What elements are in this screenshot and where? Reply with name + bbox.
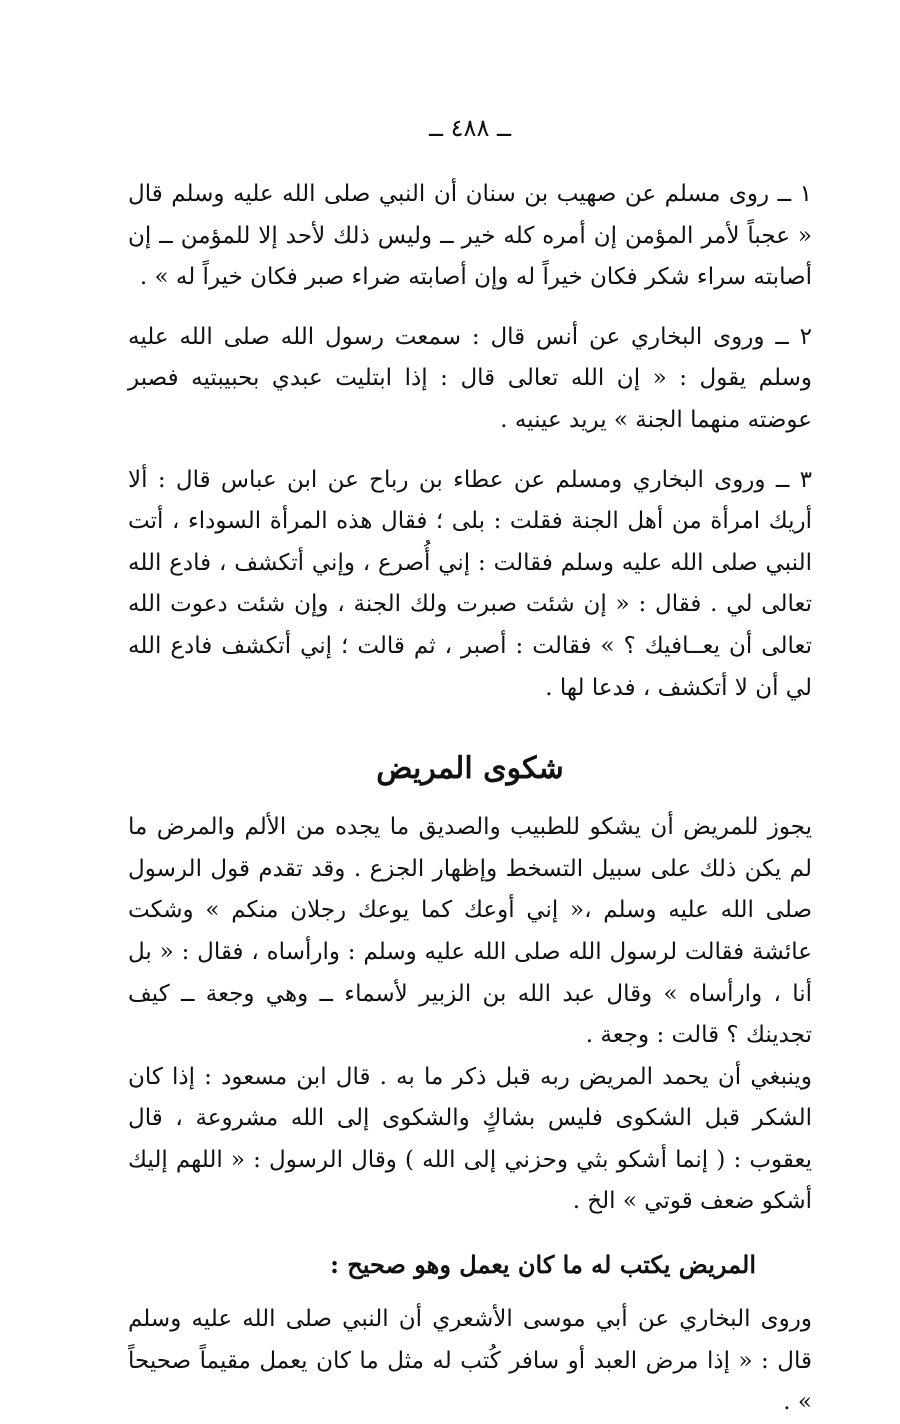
hadith-paragraph-3: ٣ ــ وروى البخاري ومسلم عن عطاء بن رباح عن ابن عباس قال : ألا أريك امرأة من أهل الجنة فقلت : بلى ؛ فقال هذه المرأة السوداء ، أتت النبي صلى الله عليه وسلم فقالت : إني أُصرع ، وإني أتكشف ، فادع الله تعالى لي . فقال : « إن شئت صبرت ولك الجنة ، وإن شئت دعوت الله تعالى أن يعــافيك ؟ » فقالت : أصبر ، ثم قالت ؛ إني أتكشف فادع الله لي أن لا أتكشف ، فدعا لها . <box>128 466 812 701</box>
hadith-paragraph-1: ١ ــ روى مسلم عن صهيب بن سنان أن النبي صلى الله عليه وسلم قال « عجباً لأمر المؤمن إن أمره كله خير ــ وليس ذلك لأحد إلا للمؤمن ــ إن أصابته سراء شكر فكان خيراً له وإن أصابته ضراء صبر فكان خيراً له » . <box>128 181 812 291</box>
page-number: ــ ٤٨٨ ــ <box>428 114 512 142</box>
closing-paragraph: وروى البخاري عن أبي موسى الأشعري أن النبي صلى الله عليه وسلم قال : « إذا مرض العبد أو سافر كُتب له مثل ما كان يعمل مقيماً صحيحاً » . <box>128 1306 812 1416</box>
subheading: المريض يكتب له ما كان يعمل وهو صحيح : <box>330 1250 756 1280</box>
section-paragraph-1: يجوز للمريض أن يشكو للطبيب والصديق ما يجده من الألم والمرض ما لم يكن ذلك على سبيل التسخط وإظهار الجزع . وقد تقدم قول الرسول صلى الله عليه وسلم ،« إني أوعك كما يوعك رجلان منكم » وشكت عائشة فقالت لرسول الله صلى الله عليه وسلم : وارأساه ، فقال : « بل أنا ، وارأساه » وقال عبد الله بن الزبير لأسماء ــ وهي وجعة ــ كيف تجدينك ؟ قالت : وجعة . <box>128 814 812 1049</box>
section-paragraph-2: وينبغي أن يحمد المريض ربه قبل ذكر ما به . قال ابن مسعود : إذا كان الشكر قبل الشكوى فليس بشاكٍ والشكوى إلى الله مشروعة ، قال يعقوب : ( إنما أشكو بثي وحزني إلى الله ) وقال الرسول : « اللهم إليك أشكو ضعف قوتي » الخ . <box>128 1063 812 1215</box>
book-page <box>128 108 812 1424</box>
hadith-paragraph-2: ٢ ــ وروى البخاري عن أنس قال : سمعت رسول الله صلى الله عليه وسلم يقول : « إن الله تعالى قال : إذا ابتليت عبدي بحبيبتيه فصبر عوضته منهما الجنة » يريد عينيه . <box>128 323 812 433</box>
section-title: شكوى المريض <box>376 751 564 787</box>
